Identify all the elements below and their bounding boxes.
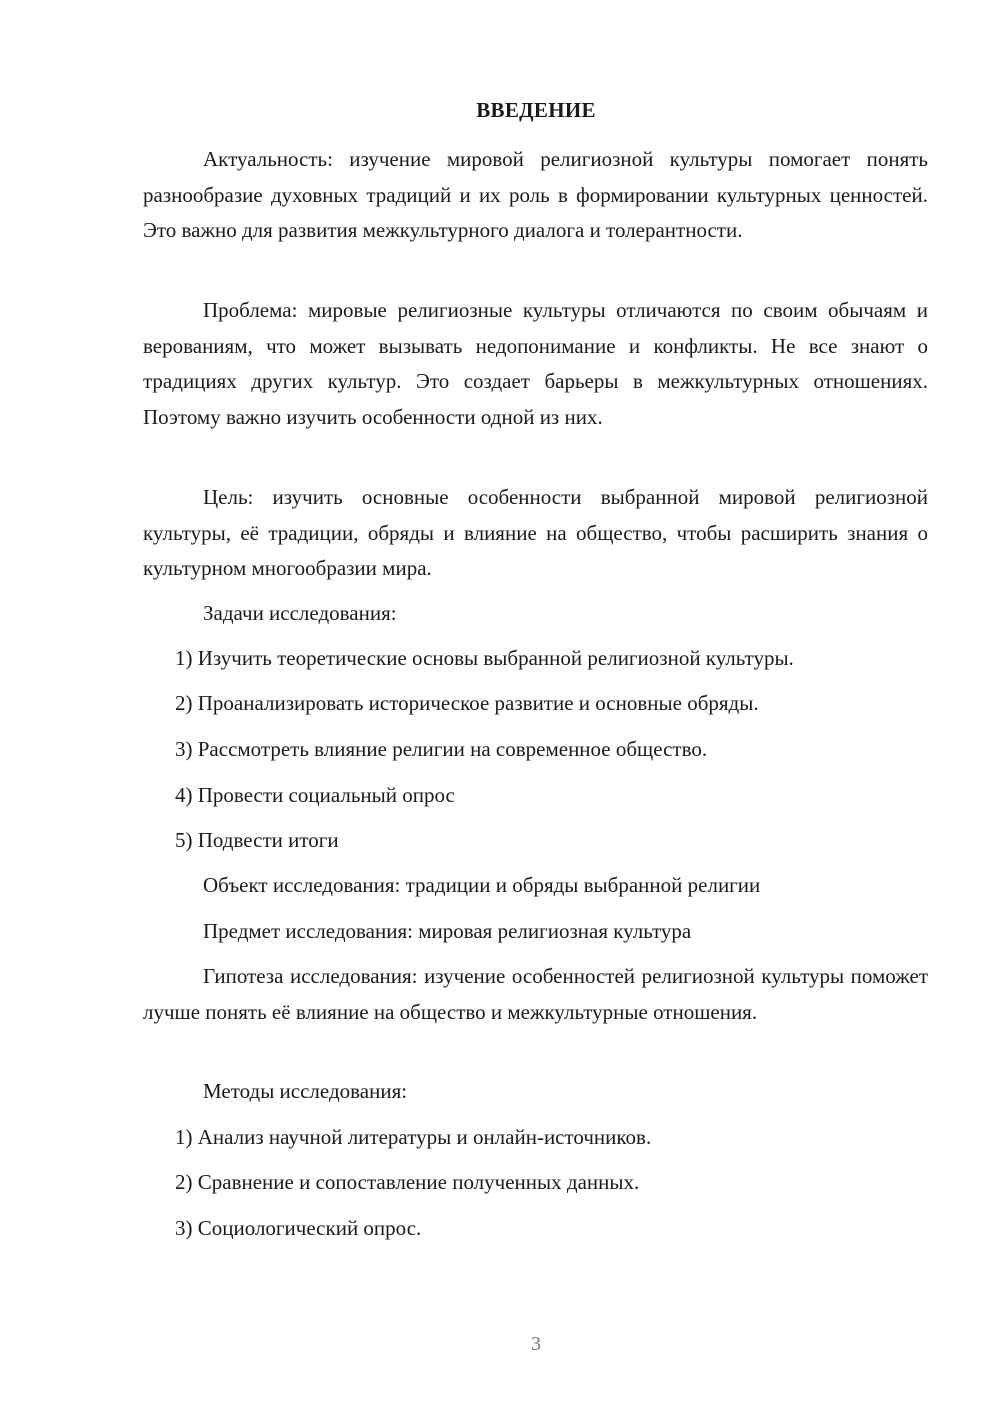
task-item-3: 3) Рассмотреть влияние религии на современное общество.	[175, 737, 708, 761]
task-item-4: 4) Провести социальный опрос	[175, 783, 455, 807]
task-item-1: 1) Изучить теоретические основы выбранной религиозной культуры.	[175, 646, 794, 670]
paragraph-hypothesis: Гипотеза исследования: изучение особенностей религиозной культуры поможет лучше понять её влияние на общество и межкультурные отношения.	[143, 964, 928, 1024]
page-number: 3	[531, 1333, 541, 1355]
research-object: Объект исследования: традиции и обряды выбранной религии	[203, 873, 761, 897]
research-subject: Предмет исследования: мировая религиозная культура	[203, 919, 692, 943]
paragraph-goal: Цель: изучить основные особенности выбранной мировой религиозной культуры, её традиции, обряды и влияние на общество, чтобы расширить знания о культурном многообразии мира.	[143, 485, 928, 580]
method-item-1: 1) Анализ научной литературы и онлайн-источников.	[175, 1125, 652, 1149]
task-item-2: 2) Проанализировать историческое развитие и основные обряды.	[175, 691, 759, 715]
method-item-2: 2) Сравнение и сопоставление полученных данных.	[175, 1170, 640, 1194]
tasks-heading: Задачи исследования:	[203, 601, 397, 625]
task-item-5: 5) Подвести итоги	[175, 828, 339, 852]
page-title: ВВЕДЕНИЕ	[476, 98, 596, 122]
methods-heading: Методы исследования:	[203, 1079, 408, 1103]
method-item-3: 3) Социологический опрос.	[175, 1216, 422, 1240]
paragraph-problem: Проблема: мировые религиозные культуры отличаются по своим обычаям и верованиям, что может вызывать недопонимание и конфликты. Не все знают о традициях других культур. Это создает барьеры в межкультурных отношениях. Поэтому важно изучить особенности одной из них.	[143, 298, 928, 429]
paragraph-relevance: Актуальность: изучение мировой религиозной культуры помогает понять разнообразие духовных традиций и их роль в формировании культурных ценностей. Это важно для развития межкультурного диалога и толерантности.	[143, 147, 928, 242]
